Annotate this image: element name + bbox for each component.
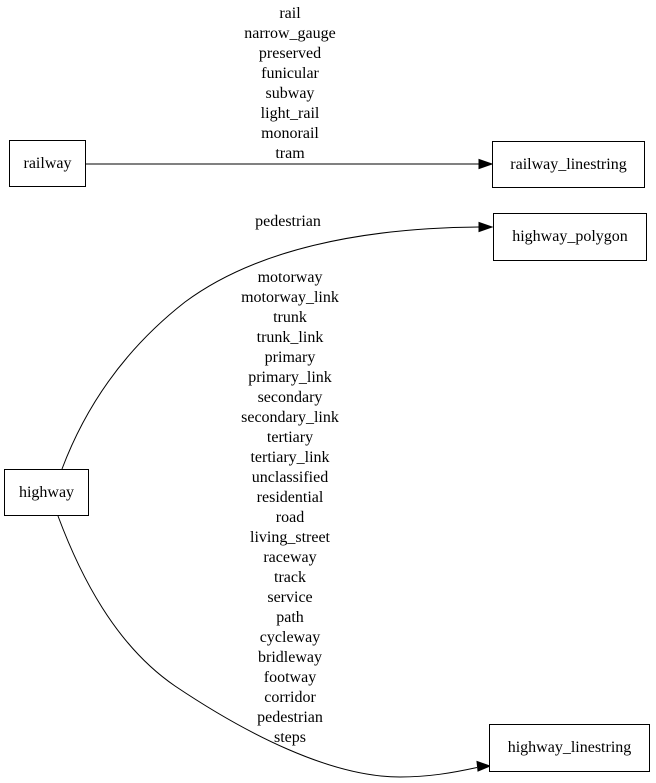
edge-label-line: footway <box>263 669 317 686</box>
edge-label-line: tram <box>275 145 305 162</box>
edge-label-line: raceway <box>263 549 317 566</box>
edge-label-line: trunk <box>273 309 307 326</box>
edge-label-line: narrow_gauge <box>244 25 336 42</box>
edge-label-line: monorail <box>261 125 319 142</box>
node-highway-linestring-label: highway_linestring <box>507 739 632 756</box>
edge-label-line: pedestrian <box>257 709 323 726</box>
edge-label-line: subway <box>265 85 315 102</box>
edge-label-line: secondary <box>257 389 323 406</box>
edge-label-line: primary <box>264 349 316 366</box>
edge-label-line: service <box>267 589 313 606</box>
edge-label-line: tertiary <box>266 429 314 446</box>
edge-label-line: funicular <box>261 65 319 82</box>
edge-label-line: rail <box>279 5 301 22</box>
node-highway-linestring <box>489 724 650 772</box>
node-railway-linestring-label: railway_linestring <box>510 155 627 173</box>
edge-label-line: secondary_link <box>241 409 339 426</box>
edge-label-line: tertiary_link <box>250 449 330 466</box>
node-highway <box>4 469 89 516</box>
edge-label-line: pedestrian <box>255 213 321 230</box>
edge-label-line: primary_link <box>248 369 332 386</box>
edge-label-line: road <box>275 509 305 526</box>
edge-label-line: motorway_link <box>241 289 339 306</box>
edge-label-line: bridleway <box>258 649 322 666</box>
node-railway-label: railway <box>23 154 72 172</box>
edge-label-line: steps <box>274 729 306 746</box>
edge-labels-railway-types <box>170 4 410 164</box>
node-railway <box>9 140 86 187</box>
edge-label-line: track <box>274 569 306 586</box>
edge-label-line: motorway <box>257 269 323 286</box>
edge-label-line: trunk_link <box>256 329 324 346</box>
edge-labels-highway-types <box>170 268 410 748</box>
edge-label-pedestrian <box>168 212 408 232</box>
node-highway-polygon <box>493 213 647 261</box>
edge-label-line: living_street <box>250 529 330 546</box>
node-highway-polygon-label: highway_polygon <box>512 228 628 245</box>
node-railway-linestring <box>492 141 645 188</box>
arrowhead-highway-to-highway-polygon <box>479 223 492 232</box>
edge-label-line: unclassified <box>251 469 329 486</box>
edge-label-line: path <box>276 609 304 626</box>
edge-label-line: cycleway <box>259 629 321 646</box>
node-highway-label: highway <box>18 483 75 501</box>
edge-label-line: corridor <box>264 689 316 706</box>
edge-label-line: light_rail <box>260 105 320 122</box>
arrowhead-railway-to-railway-linestring <box>479 160 492 169</box>
edge-label-line: residential <box>256 489 324 506</box>
edge-label-line: preserved <box>258 45 322 62</box>
